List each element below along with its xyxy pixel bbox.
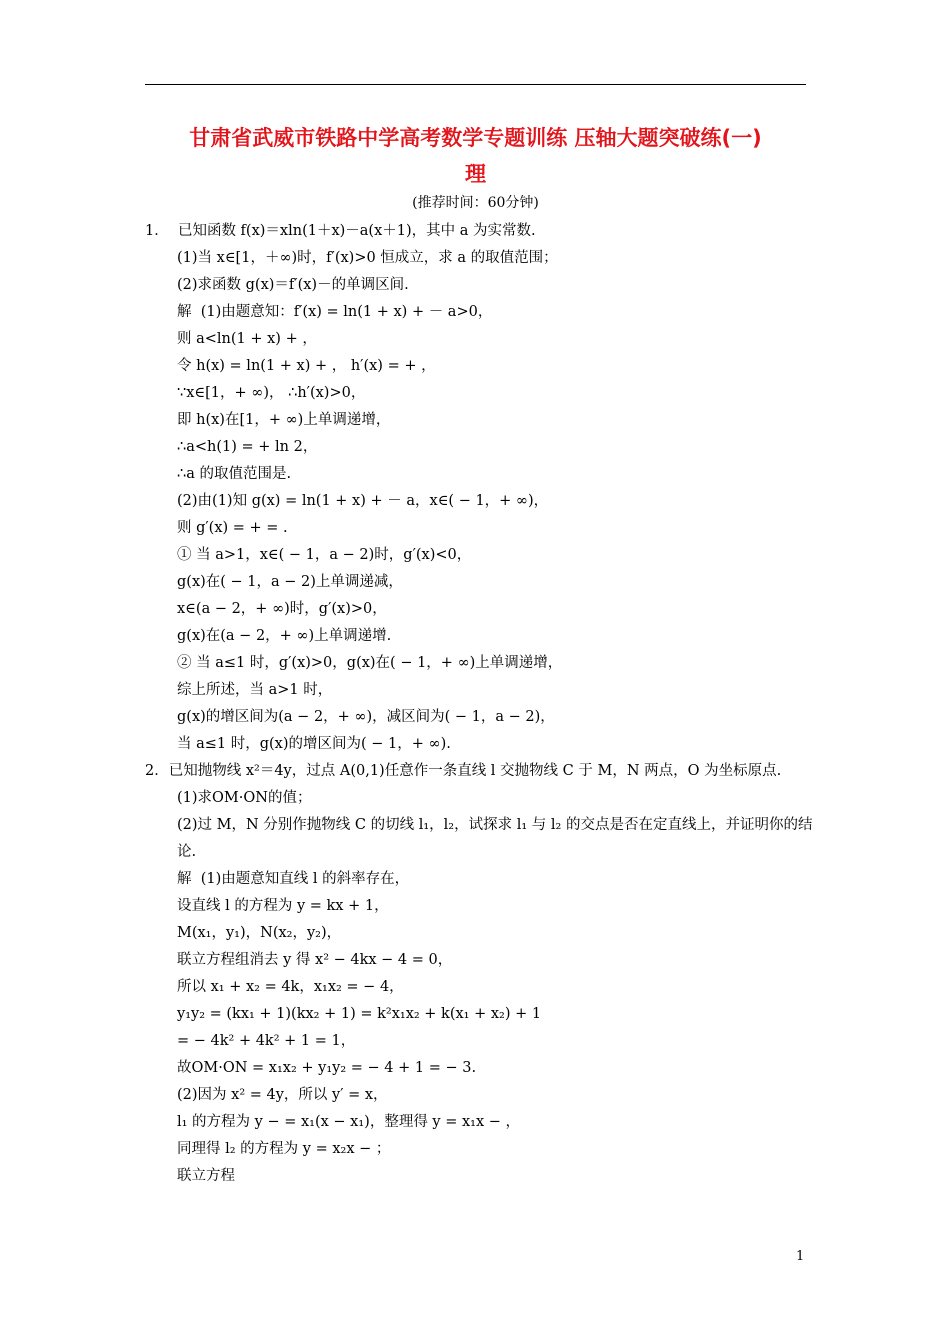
solution-line: 当 a≤1 时，g(x)的增区间为( − 1，+ ∞). (177, 736, 451, 752)
solution-line: 联立方程 (177, 1168, 235, 1184)
recommended-time: (推荐时间：60分钟) (412, 195, 539, 211)
problem-2-part-1: (1)求OM·ON的值； (177, 790, 312, 806)
solution-line: (2)由(1)知 g(x) = ln(1 + x) + － a，x∈( − 1，+ ∞)， (177, 493, 549, 509)
document-title-cont: 理 (465, 162, 486, 186)
solution-line: 令 h(x) = ln(1 + x) + ， h′(x) = + ， (177, 358, 436, 374)
solution-line: 解 (1)由题意知：f′(x) = ln(1 + x) + － a>0， (177, 304, 493, 320)
solution-line: 综上所述，当 a>1 时， (177, 682, 333, 698)
solution-line: 故OM·ON = x₁x₂ + y₁y₂ = − 4 + 1 = − 3. (177, 1060, 477, 1076)
document-title: 甘肃省武威市铁路中学高考数学专题训练 压轴大题突破练(一) (189, 126, 762, 150)
solution-line: g(x)的增区间为(a − 2，+ ∞)，减区间为( − 1，a − 2)， (177, 709, 555, 725)
solution-line: g(x)在(a − 2，+ ∞)上单调递增. (177, 628, 392, 644)
solution-line: l₁ 的方程为 y − = x₁(x − x₁)，整理得 y = x₁x − ， (177, 1114, 521, 1130)
problem-2-statement: 2．已知抛物线 x²＝4y，过点 A(0,1)任意作一条直线 l 交抛物线 C 于 M，N 两点，O 为坐标原点. (145, 763, 782, 779)
page-number: 1 (796, 1249, 805, 1264)
solution-line: 则 g′(x) = + = . (177, 520, 288, 536)
solution-line: (2)因为 x² = 4y，所以 y′ = x， (177, 1087, 388, 1103)
solution-line: ② 当 a≤1 时，g′(x)>0，g(x)在( − 1，+ ∞)上单调递增， (177, 655, 563, 671)
solution-line: 即 h(x)在[1，+ ∞)上单调递增， (177, 412, 391, 428)
solution-line: M(x₁，y₁)，N(x₂，y₂)， (177, 925, 342, 941)
header-rule (145, 84, 806, 85)
problem-2-part-2: (2)过 M，N 分别作抛物线 C 的切线 l₁，l₂，试探求 l₁ 与 l₂ 的交点是否在定直线上，并证明你的结论. (177, 817, 813, 860)
problem-1-part-1: (1)当 x∈[1，＋∞)时，f′(x)>0 恒成立，求 a 的取值范围； (177, 250, 558, 266)
solution-line: 联立方程组消去 y 得 x² − 4kx − 4 = 0， (177, 952, 453, 968)
solution-line: ∴a<h(1) = + ln 2， (177, 439, 318, 455)
document-body (145, 218, 815, 1190)
solution-line: 解 (1)由题意知直线 l 的斜率存在， (177, 871, 410, 887)
solution-line: 所以 x₁ + x₂ = 4k，x₁x₂ = − 4， (177, 979, 404, 995)
problem-1-statement: 1． 已知函数 f(x)＝xln(1＋x)－a(x＋1)，其中 a 为实常数. (145, 223, 536, 239)
solution-line: 则 a<ln(1 + x) + ， (177, 331, 317, 347)
solution-line: = − 4k² + 4k² + 1 = 1， (177, 1033, 356, 1049)
solution-line: ① 当 a>1，x∈( − 1，a − 2)时，g′(x)<0， (177, 547, 472, 563)
solution-line: 同理得 l₂ 的方程为 y = x₂x − ； (177, 1141, 391, 1157)
problem-1-part-2: (2)求函数 g(x)＝f′(x)－的单调区间. (177, 277, 409, 293)
solution-line: x∈(a − 2，+ ∞)时，g′(x)>0， (177, 601, 387, 617)
solution-line: ∴a 的取值范围是. (177, 466, 292, 482)
solution-line: ∵x∈[1，+ ∞)， ∴h′(x)>0， (177, 385, 366, 401)
solution-line: y₁y₂ = (kx₁ + 1)(kx₂ + 1) = k²x₁x₂ + k(x₁ + x₂) + 1 (177, 1006, 542, 1022)
solution-line: g(x)在( − 1，a − 2)上单调递减， (177, 574, 403, 590)
solution-line: 设直线 l 的方程为 y = kx + 1， (177, 898, 389, 914)
